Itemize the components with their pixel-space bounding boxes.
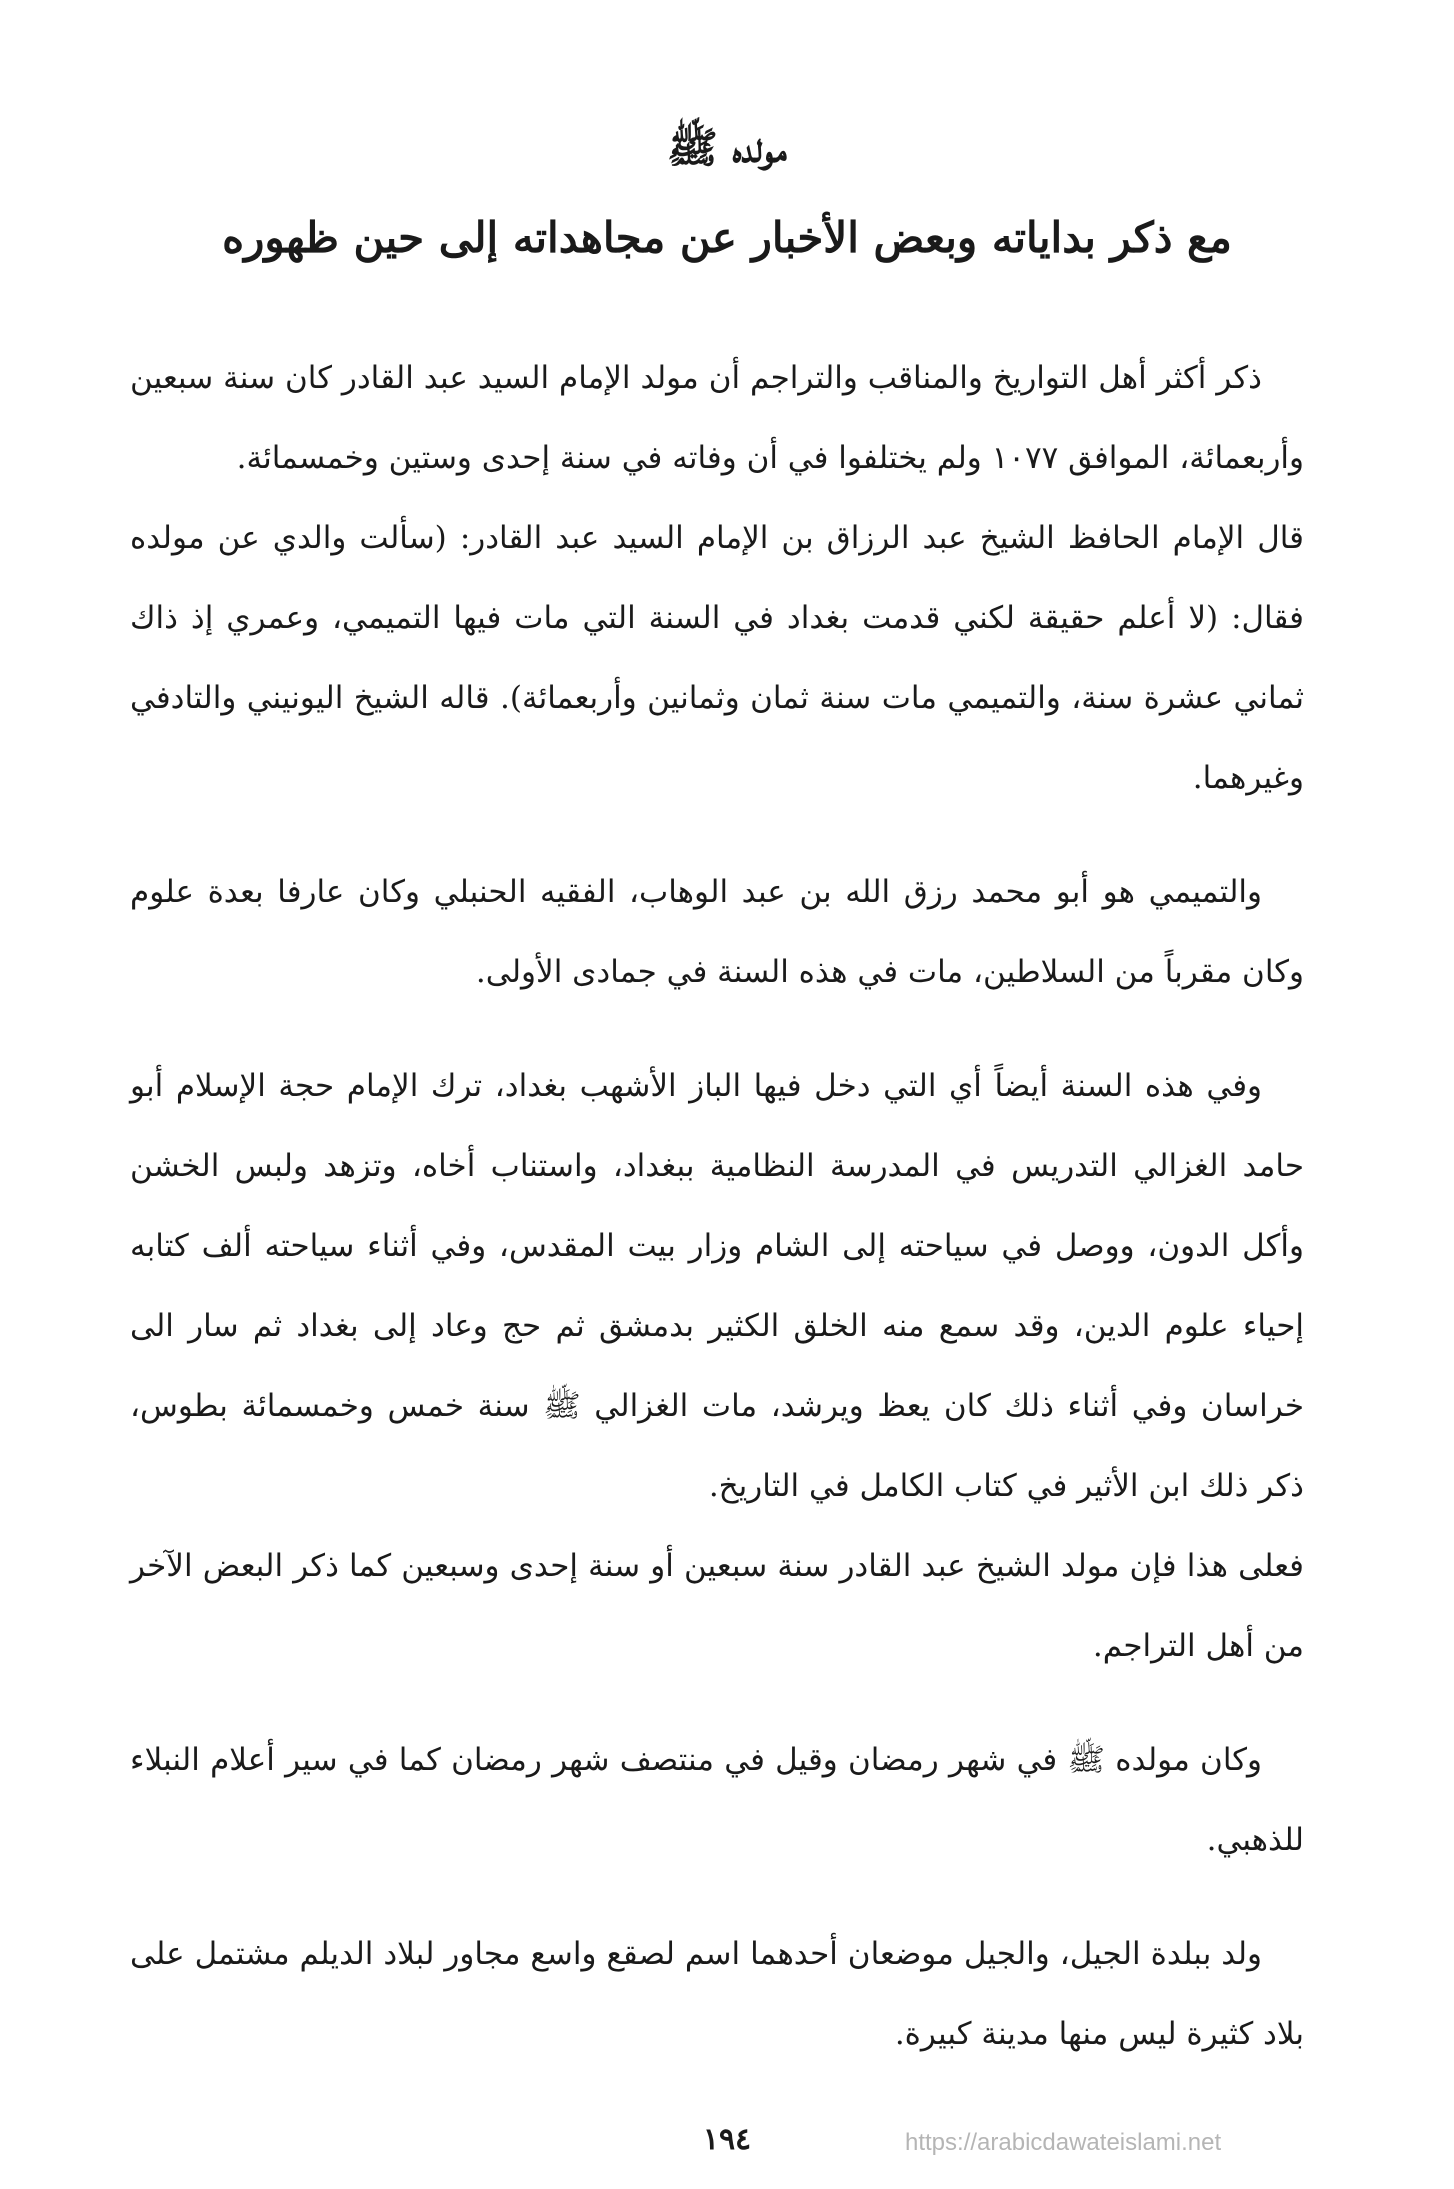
- paragraph-ramadan: وكان مولده ﷺ في شهر رمضان وقيل في منتصف شهر رمضان كما في سير أعلام النبلاء للذهبي.: [130, 1742, 1304, 1858]
- paragraph-ghazali: وفي هذه السنة أيضاً أي التي دخل فيها الباز الأشهب بغداد، ترك الإمام حجة الإسلام أبو حامد الغزالي التدريس في المدرسة النظامية ببغداد، واستناب أخاه، وتزهد ولبس الخشن وأكل الدون، ووصل في سياحته إلى الشام وزار بيت المقدس، وفي أثناء سياحته ألف كتابه إحياء علوم الدين، وقد سمع منه الخلق الكثير بدمشق ثم حج وعاد إلى بغداد ثم سار الى خراسان وفي أثناء ذلك كان يعظ ويرشد، مات الغزالي ﷺ سنة خمس وخمسمائة بطوس، ذكر ذلك ابن الأثير في كتاب الكامل في التاريخ.: [130, 1068, 1304, 1504]
- paragraph-abdulrazzaq-quote: قال الإمام الحافظ الشيخ عبد الرزاق بن الإمام السيد عبد القادر: (سألت والدي عن مولده فقال: (لا أعلم حقيقة لكني قدمت بغداد في السنة التي مات فيها التميمي، وعمري إذ ذاك ثماني عشرة سنة، والتميمي مات سنة ثمان وثمانين وأربعمائة). قاله الشيخ اليونيني والتادفي وغيرهما.: [130, 520, 1304, 796]
- page-title: مولده ﷺ: [667, 123, 787, 172]
- paragraph-conclusion: فعلى هذا فإن مولد الشيخ عبد القادر سنة سبعين أو سنة إحدى وسبعين كما ذكر البعض الآخر من أهل التراجم.: [130, 1548, 1304, 1664]
- page-number: ١٩٤: [702, 2122, 752, 2157]
- paragraph-jil: ولد ببلدة الجيل، والجيل موضعان أحدهما اسم لصقع واسع مجاور لبلاد الديلم مشتمل على بلاد كثيرة ليس منها مدينة كبيرة.: [130, 1936, 1304, 2052]
- body-text: [130, 338, 1304, 2074]
- page-subtitle: مع ذكر بداياته وبعض الأخبار عن مجاهداته إلى حين ظهوره: [222, 213, 1232, 262]
- paragraph-tamimi: والتميمي هو أبو محمد رزق الله بن عبد الوهاب، الفقيه الحنبلي وكان عارفا بعدة علوم وكان مقرباً من السلاطين، مات في هذه السنة في جمادى الأولى.: [130, 874, 1304, 990]
- watermark-url: https://arabicdawateislami.net: [905, 2129, 1222, 2156]
- paragraph-birth-year: ذكر أكثر أهل التواريخ والمناقب والتراجم أن مولد الإمام السيد عبد القادر كان سنة سبعين وأربعمائة، الموافق ١٠٧٧ ولم يختلفوا في أن وفاته في سنة إحدى وستين وخمسمائة.: [130, 360, 1304, 476]
